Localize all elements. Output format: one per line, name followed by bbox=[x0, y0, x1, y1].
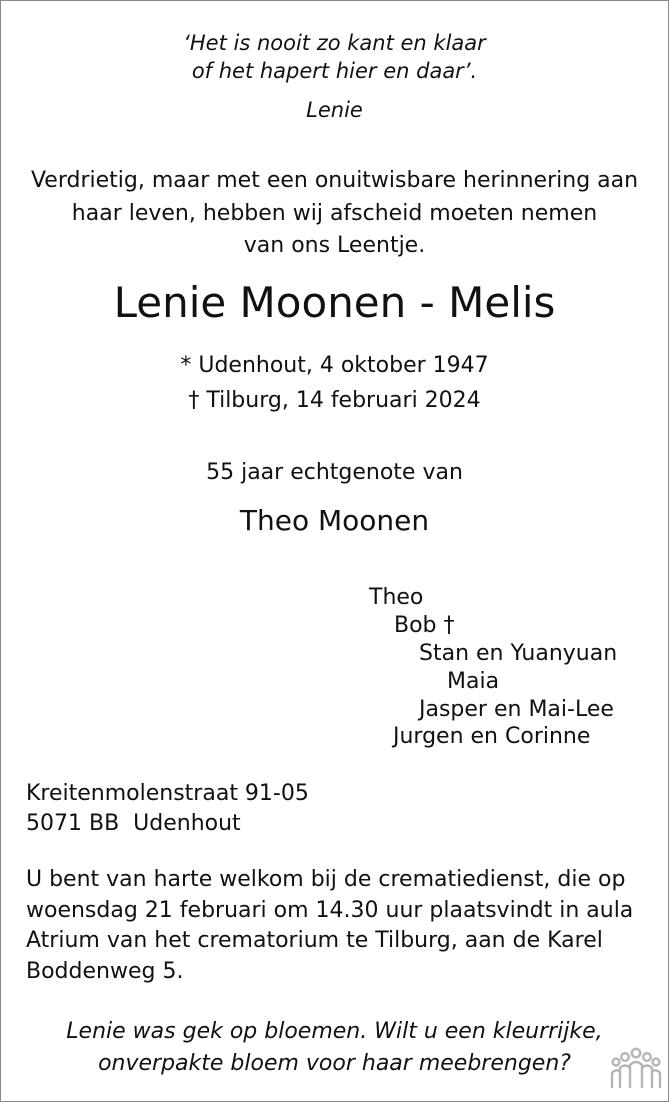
quote-line-2: of het hapert hier en daar’. bbox=[191, 59, 478, 83]
people-group-icon bbox=[610, 1046, 662, 1090]
family-member-jasper: Jasper en Mai-Lee bbox=[419, 697, 614, 722]
spouse-intro: 55 jaar echtgenote van bbox=[206, 460, 463, 485]
family-member-jurgen: Jurgen en Corinne bbox=[393, 724, 591, 749]
spouse-name: Theo Moonen bbox=[239, 504, 430, 537]
family-member-theo: Theo bbox=[369, 585, 424, 610]
quote-line-1: ‘Het is nooit zo kant en klaar bbox=[183, 31, 486, 55]
intro-line-2: haar leven, hebben wij afscheid moeten nemen bbox=[71, 201, 598, 226]
family-member-maia: Maia bbox=[447, 669, 500, 694]
birth-line: * Udenhout, 4 oktober 1947 bbox=[180, 353, 489, 378]
service-text: U bent van harte welkom bij de crematiedienst, die op woensdag 21 februari om 14.30 uur plaatsvindt in aula Atrium van het crematorium te Tilburg, aan de Karel Boddenweg 5. bbox=[26, 867, 634, 984]
quote-author: Lenie bbox=[306, 98, 363, 122]
closing-line-2: onverpakte bloem voor haar meebrengen? bbox=[98, 1051, 571, 1076]
address-street: Kreitenmolenstraat 91-05 bbox=[26, 781, 309, 806]
intro-line-3: van ons Leentje. bbox=[243, 233, 426, 258]
address-city: 5071 BB Udenhout bbox=[26, 811, 241, 836]
death-line: † Tilburg, 14 februari 2024 bbox=[188, 388, 481, 413]
closing-line-1: Lenie was gek op bloemen. Wilt u een kleurrijke, bbox=[66, 1019, 603, 1044]
family-member-stan: Stan en Yuanyuan bbox=[419, 641, 618, 666]
family-member-bob: Bob † bbox=[394, 613, 455, 638]
intro-line-1: Verdrietig, maar met een onuitwisbare herinnering aan bbox=[30, 168, 639, 193]
deceased-name: Lenie Moonen - Melis bbox=[113, 278, 556, 327]
